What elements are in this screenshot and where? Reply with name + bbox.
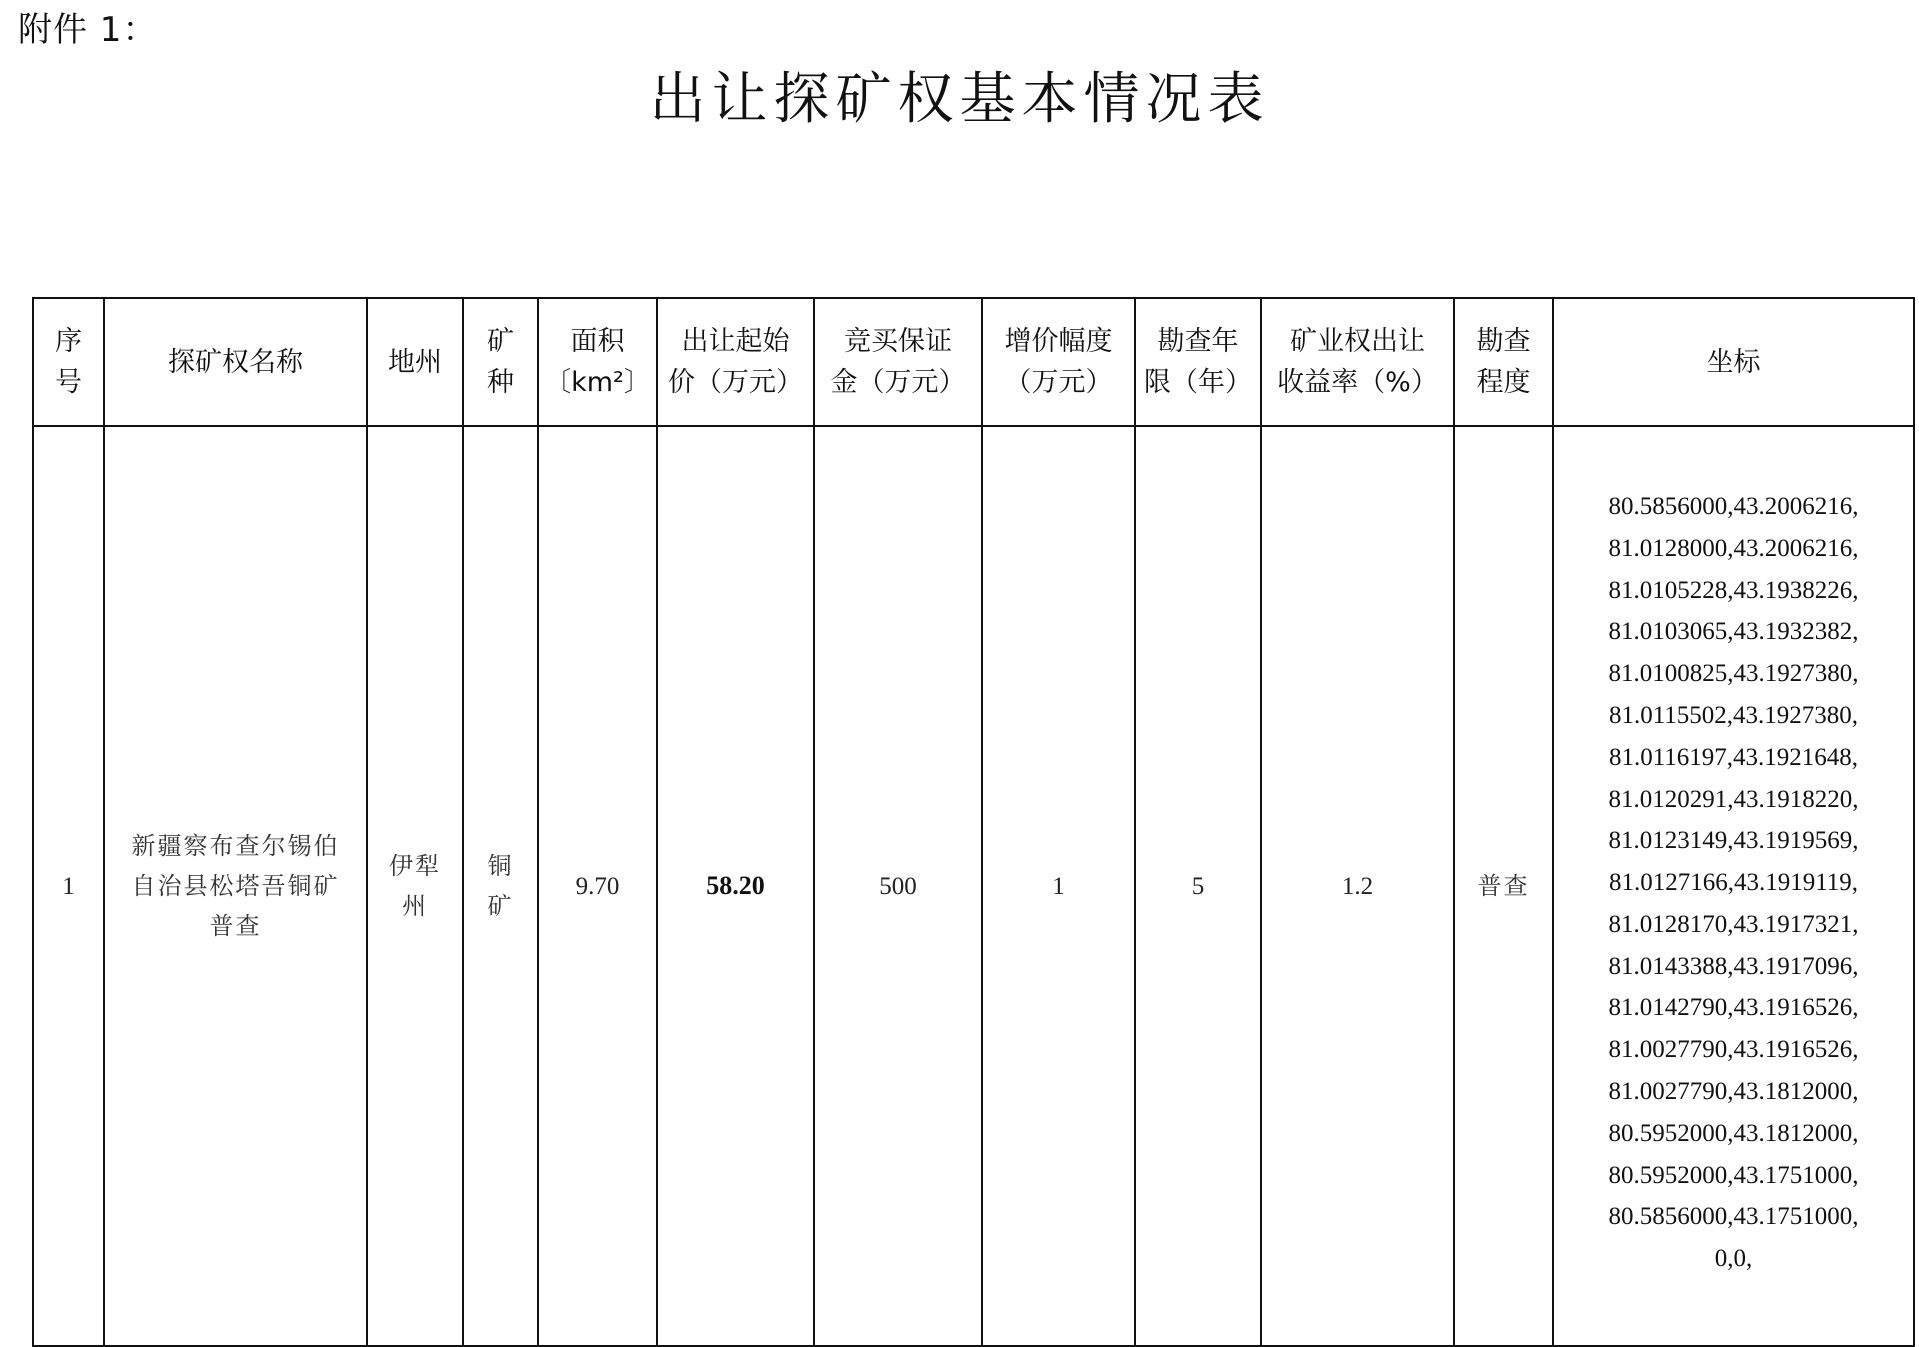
coordinate-line: 81.0100825,43.1927380,: [1608, 660, 1859, 688]
coordinate-line: 81.0128170,43.1917321,: [1608, 910, 1859, 938]
coordinate-line: 81.0128000,43.2006216,: [1608, 534, 1859, 562]
coordinate-line: 80.5952000,43.1751000,: [1608, 1161, 1859, 1189]
cell-years: [1135, 426, 1261, 1346]
cell-name: [104, 426, 367, 1346]
cell-stage: [1454, 426, 1553, 1346]
area-value: 9.70: [575, 872, 620, 900]
mineral-type: 铜 矿: [487, 852, 514, 920]
coordinate-line: 81.0143388,43.1917096,: [1608, 952, 1859, 980]
col-header-years: 勘查年 限（年）: [1135, 298, 1261, 426]
coordinate-line: 81.0123149,43.1919569,: [1608, 827, 1859, 855]
col-header-stage: 勘查 程度: [1454, 298, 1553, 426]
document-title: 出让探矿权基本情况表: [649, 67, 1270, 132]
deposit-value: 500: [879, 872, 917, 900]
col-header-start-price: 出让起始 价（万元）: [657, 298, 814, 426]
coordinate-line: 80.5856000,43.2006216,: [1608, 492, 1859, 520]
coordinate-line: 81.0115502,43.1927380,: [1608, 701, 1859, 729]
coordinate-line: 0,0,: [1714, 1245, 1753, 1273]
attachment-label: 附件 1：: [18, 10, 158, 50]
cell-mineral: [463, 426, 538, 1346]
coordinate-line: 81.0116197,43.1921648,: [1608, 743, 1859, 771]
cell-coordinates: [1553, 426, 1914, 1346]
table-row: [33, 426, 1914, 1346]
coordinate-line: 80.5952000,43.1812000,: [1608, 1119, 1859, 1147]
coordinate-line: 81.0027790,43.1916526,: [1608, 1036, 1859, 1064]
row-index: 1: [62, 872, 75, 900]
exploration-stage: 普查: [1477, 872, 1530, 900]
col-header-coordinates: 坐标: [1553, 298, 1914, 426]
coordinate-line: 81.0103065,43.1932382,: [1608, 618, 1859, 646]
coordinate-line: 81.0105228,43.1938226,: [1608, 576, 1859, 604]
coordinate-line: 80.5856000,43.1751000,: [1608, 1203, 1859, 1231]
years-value: 5: [1191, 872, 1205, 900]
cell-increment: [982, 426, 1135, 1346]
col-header-index: 序 号: [33, 298, 104, 426]
cell-start-price: [657, 426, 814, 1346]
increment-value: 1: [1052, 872, 1065, 900]
cell-region: [367, 426, 463, 1346]
col-header-name: 探矿权名称: [104, 298, 367, 426]
col-header-region: 地州: [367, 298, 463, 426]
cell-index: [33, 426, 104, 1346]
table-header-row: [33, 298, 1914, 426]
region: 伊犁 州: [389, 852, 441, 920]
col-header-mineral: 矿 种: [463, 298, 538, 426]
yield-rate-value: 1.2: [1341, 872, 1374, 900]
coordinate-line: 81.0120291,43.1918220,: [1608, 785, 1859, 813]
coordinate-line: 81.0027790,43.1812000,: [1608, 1078, 1859, 1106]
cell-area: [538, 426, 657, 1346]
coordinate-line: 81.0142790,43.1916526,: [1608, 994, 1859, 1022]
col-header-increment: 增价幅度 （万元）: [982, 298, 1135, 426]
coordinate-list: [1554, 486, 1913, 1280]
exploration-right-name: 新疆察布查尔锡伯 自治县松塔吾铜矿 普查: [131, 832, 340, 940]
cell-deposit: [814, 426, 982, 1346]
col-header-yield-rate: 矿业权出让 收益率（%）: [1261, 298, 1454, 426]
col-header-area: 面积 〔km²〕: [538, 298, 657, 426]
col-header-deposit: 竞买保证 金（万元）: [814, 298, 982, 426]
start-price-value: 58.20: [706, 871, 765, 900]
cell-yield-rate: [1261, 426, 1454, 1346]
exploration-rights-table: [32, 297, 1915, 1347]
coordinate-line: 81.0127166,43.1919119,: [1608, 869, 1859, 897]
